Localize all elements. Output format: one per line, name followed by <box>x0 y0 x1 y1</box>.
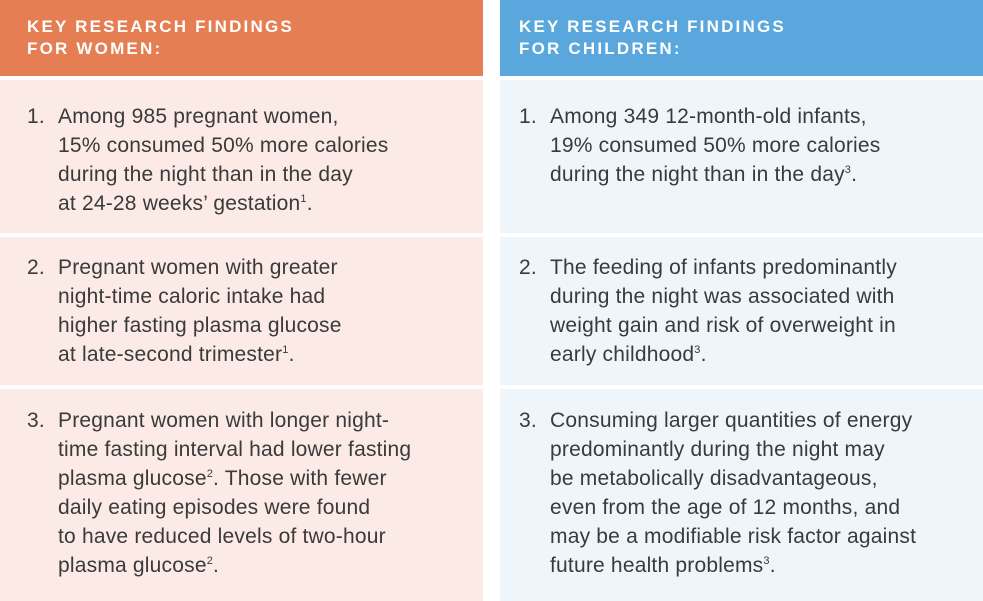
finding-line: Among 349 12-month-old infants, <box>550 105 867 128</box>
finding-line: during the night than in the day <box>58 163 353 186</box>
finding-line: time fasting interval had lower fasting <box>58 438 412 461</box>
finding-line: 19% consumed 50% more calories <box>550 134 881 157</box>
finding-line: 15% consumed 50% more calories <box>58 134 389 157</box>
footnote-ref: 3 <box>694 344 701 356</box>
children-finding-1-cell <box>500 80 983 233</box>
footnote-ref: 1 <box>282 344 289 356</box>
finding-line: at late-second trimester <box>58 343 283 366</box>
women-header-line-1: KEY RESEARCH FINDINGS <box>27 17 294 36</box>
children-header-line-1: KEY RESEARCH FINDINGS <box>519 17 786 36</box>
finding-line: daily eating episodes were found <box>58 496 371 519</box>
children-finding-2-cell <box>500 237 983 385</box>
finding-line: early childhood <box>550 343 695 366</box>
children-column <box>500 0 983 577</box>
finding-number: 2. <box>27 256 45 279</box>
finding-line: The feeding of infants predominantly <box>550 256 897 279</box>
children-header-line-2: FOR CHILDREN: <box>519 39 682 58</box>
finding-line: Consuming larger quantities of energy <box>550 409 913 432</box>
women-column <box>0 0 483 577</box>
footnote-ref: 3 <box>763 555 770 567</box>
finding-number: 1. <box>519 105 537 128</box>
finding-line: plasma glucose <box>58 467 207 490</box>
finding-tail: . <box>288 343 295 366</box>
finding-line: Pregnant women with longer night- <box>58 409 390 432</box>
footnote-ref: 3 <box>844 164 852 176</box>
finding-line: future health problems <box>550 554 764 577</box>
finding-line: predominantly during the night may <box>550 438 885 461</box>
finding-line: Pregnant women with greater <box>58 256 338 279</box>
finding-tail: . <box>306 192 313 215</box>
finding-number: 2. <box>519 256 537 279</box>
finding-line: even from the age of 12 months, and <box>550 496 901 519</box>
finding-tail: . <box>700 343 707 366</box>
children-finding-3-cell <box>500 389 983 601</box>
finding-line: higher fasting plasma glucose <box>58 314 342 337</box>
finding-line: during the night was associated with <box>550 285 895 308</box>
finding-line: plasma glucose <box>58 554 207 577</box>
finding-line: Among 985 pregnant women, <box>58 105 339 128</box>
finding-line: night-time caloric intake had <box>58 285 326 308</box>
finding-number: 3. <box>519 409 537 432</box>
finding-line: at 24-28 weeks’ gestation <box>58 192 301 215</box>
finding-line: may be a modifiable risk factor against <box>550 525 917 548</box>
finding-tail: . <box>769 554 776 577</box>
finding-number: 1. <box>27 105 45 128</box>
footnote-ref: 2 <box>206 468 214 480</box>
women-header-line-2: FOR WOMEN: <box>27 39 163 58</box>
finding-tail: . <box>851 163 858 186</box>
finding-line: . Those with fewer <box>213 467 387 490</box>
children-header <box>500 0 983 76</box>
finding-number: 3. <box>27 409 45 432</box>
women-finding-3-cell <box>0 389 483 601</box>
women-finding-1-cell <box>0 80 483 233</box>
footnote-ref: 1 <box>300 193 307 205</box>
finding-line: weight gain and risk of overweight in <box>550 314 896 337</box>
finding-line: to have reduced levels of two-hour <box>58 525 386 548</box>
finding-tail: . <box>213 554 220 577</box>
finding-line: be metabolically disadvantageous, <box>550 467 878 490</box>
footnote-ref: 2 <box>206 555 214 567</box>
finding-line: during the night than in the day <box>550 163 845 186</box>
women-header <box>0 0 483 76</box>
women-finding-2-cell <box>0 237 483 385</box>
